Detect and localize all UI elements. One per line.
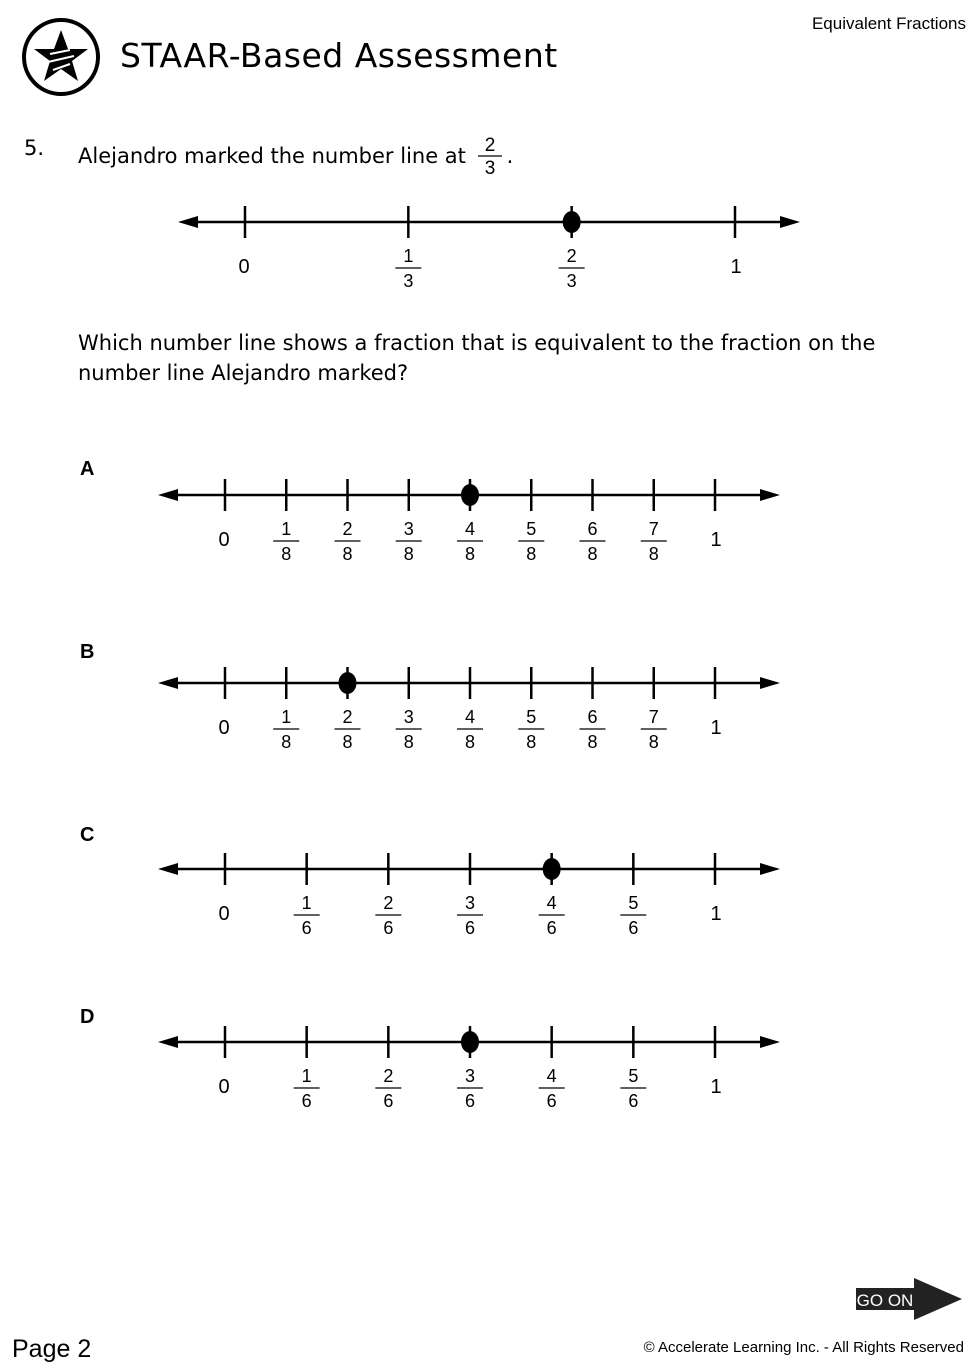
topic-label: Equivalent Fractions xyxy=(811,14,966,33)
tick-label-one: 1 xyxy=(710,1076,722,1098)
choice-b-letter[interactable]: B xyxy=(80,641,95,663)
tick-label-zero: 0 xyxy=(238,256,250,278)
choice-c-letter[interactable]: C xyxy=(80,824,95,846)
choice-b-number-line[interactable] xyxy=(0,653,978,758)
choice-a-number-line[interactable] xyxy=(0,465,978,570)
fraction-numerator: 4 xyxy=(546,1066,557,1086)
fraction-denominator: 8 xyxy=(526,544,537,564)
star-logo-icon xyxy=(20,16,102,98)
question-number: 5. xyxy=(24,136,45,160)
fraction-numerator: 3 xyxy=(403,519,414,539)
fraction-denominator: 8 xyxy=(464,732,476,752)
marked-point xyxy=(339,672,357,694)
fraction-numerator: 3 xyxy=(403,707,414,727)
fraction-numerator: 3 xyxy=(464,1066,476,1086)
go-on-button[interactable] xyxy=(854,1276,964,1322)
fraction-denominator: 8 xyxy=(281,544,292,564)
fraction-numerator: 7 xyxy=(648,707,659,727)
fraction-denominator: 3 xyxy=(566,271,577,291)
fraction-denominator: 6 xyxy=(464,1091,476,1111)
choice-c-number-line[interactable] xyxy=(0,839,978,944)
fraction-denominator: 8 xyxy=(403,732,414,752)
fraction-denominator: 8 xyxy=(464,544,476,564)
arrow-left-icon xyxy=(158,489,178,501)
question-stem-period: . xyxy=(506,144,514,168)
fraction-numerator: 4 xyxy=(464,707,476,727)
tick-label-one: 1 xyxy=(730,256,742,278)
brand-title: STAAR-Based Assessment xyxy=(120,36,558,75)
question-stem-text: Alejandro marked the number line at xyxy=(78,144,466,168)
question-prompt-line-2: number line Alejandro marked? xyxy=(78,361,409,385)
fraction-denominator: 8 xyxy=(648,544,659,564)
fraction-denominator: 6 xyxy=(383,918,394,938)
fraction-numerator: 1 xyxy=(403,246,414,266)
tick-label-zero: 0 xyxy=(218,903,230,925)
fraction-denominator: 8 xyxy=(342,732,353,752)
fraction-numerator: 4 xyxy=(546,893,557,913)
stem-fraction-numerator: 2 xyxy=(484,135,495,156)
question-stem xyxy=(78,135,513,179)
stem-fraction-denominator: 3 xyxy=(484,158,495,177)
fraction-numerator: 5 xyxy=(526,519,537,539)
question-prompt-line-1: Which number line shows a fraction that is equivalent to the fraction on the xyxy=(78,331,876,355)
stem-fraction xyxy=(473,133,507,177)
fraction-numerator: 4 xyxy=(464,519,476,539)
fraction-numerator: 7 xyxy=(648,519,659,539)
question-prompt xyxy=(78,328,938,388)
tick-label-zero: 0 xyxy=(218,529,230,551)
copyright-notice: © Accelerate Learning Inc. - All Rights Reserved xyxy=(643,1339,964,1356)
fraction-denominator: 8 xyxy=(526,732,537,752)
arrow-right-icon xyxy=(760,863,780,875)
fraction-denominator: 6 xyxy=(546,918,557,938)
arrow-left-icon xyxy=(178,216,198,228)
fraction-numerator: 6 xyxy=(587,519,598,539)
fraction-numerator: 1 xyxy=(281,519,292,539)
fraction-denominator: 6 xyxy=(546,1091,557,1111)
fraction-denominator: 3 xyxy=(403,271,414,291)
arrow-left-icon xyxy=(158,1036,178,1048)
fraction-denominator: 8 xyxy=(648,732,659,752)
reference-number-line xyxy=(0,190,978,300)
arrow-left-icon xyxy=(158,863,178,875)
tick-label-zero: 0 xyxy=(218,1076,230,1098)
marked-point xyxy=(543,858,561,880)
fraction-denominator: 8 xyxy=(587,732,598,752)
fraction-denominator: 6 xyxy=(301,918,312,938)
fraction-numerator: 3 xyxy=(464,893,476,913)
arrow-right-icon xyxy=(760,489,780,501)
choice-d-number-line[interactable] xyxy=(0,1012,978,1117)
tick-label-zero: 0 xyxy=(218,717,230,739)
marked-point xyxy=(461,1031,479,1053)
fraction-denominator: 6 xyxy=(301,1091,312,1111)
fraction-denominator: 8 xyxy=(403,544,414,564)
go-on-label: GO ON xyxy=(856,1291,914,1310)
fraction-numerator: 2 xyxy=(342,519,353,539)
choice-d-letter[interactable]: D xyxy=(80,1006,95,1028)
tick-label-one: 1 xyxy=(710,903,722,925)
choice-a-letter[interactable]: A xyxy=(80,458,95,480)
fraction-numerator: 2 xyxy=(383,893,394,913)
fraction-numerator: 5 xyxy=(628,1066,639,1086)
fraction-numerator: 2 xyxy=(566,246,577,266)
fraction-denominator: 8 xyxy=(281,732,292,752)
page-number: Page 2 xyxy=(12,1335,92,1363)
fraction-numerator: 2 xyxy=(383,1066,394,1086)
fraction-denominator: 6 xyxy=(628,918,639,938)
fraction-numerator: 5 xyxy=(628,893,639,913)
fraction-numerator: 5 xyxy=(526,707,537,727)
tick-label-one: 1 xyxy=(710,717,722,739)
arrow-right-icon xyxy=(760,1036,780,1048)
fraction-numerator: 2 xyxy=(342,707,353,727)
fraction-numerator: 1 xyxy=(301,1066,312,1086)
fraction-numerator: 1 xyxy=(301,893,312,913)
arrow-left-icon xyxy=(158,677,178,689)
fraction-denominator: 8 xyxy=(587,544,598,564)
arrow-right-icon xyxy=(760,677,780,689)
marked-point xyxy=(461,484,479,506)
fraction-numerator: 1 xyxy=(281,707,292,727)
fraction-denominator: 6 xyxy=(383,1091,394,1111)
fraction-denominator: 6 xyxy=(628,1091,639,1111)
tick-label-one: 1 xyxy=(710,529,722,551)
fraction-denominator: 8 xyxy=(342,544,353,564)
arrow-right-icon xyxy=(780,216,800,228)
marked-point xyxy=(563,211,581,233)
fraction-numerator: 6 xyxy=(587,707,598,727)
fraction-denominator: 6 xyxy=(464,918,476,938)
